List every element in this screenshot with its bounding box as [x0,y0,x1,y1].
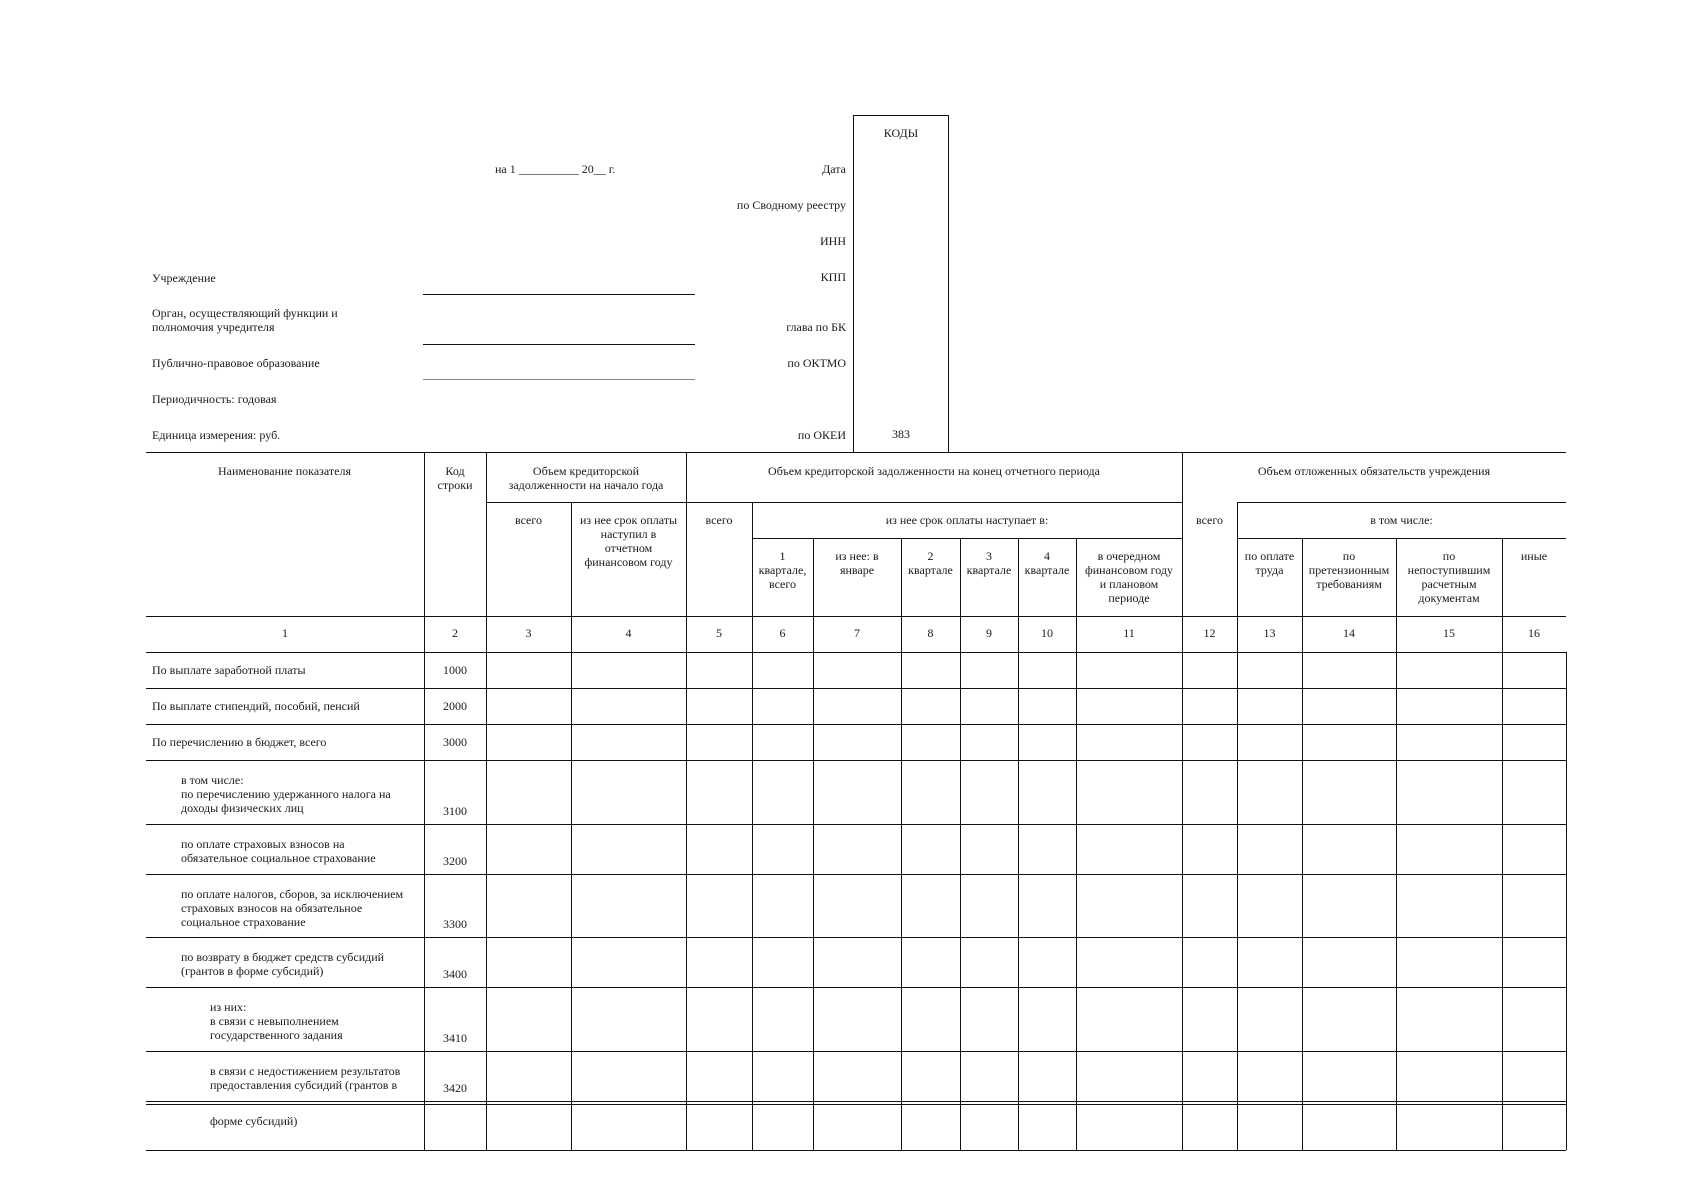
header-code: Код строки [437,464,473,492]
value-cell[interactable] [686,652,752,688]
header-col16-other: иные [1520,549,1548,563]
header-col6-q1: 1 квартале, всего [758,549,807,591]
value-cell[interactable] [486,760,571,824]
value-cell[interactable] [1182,874,1237,937]
value-cell[interactable] [901,824,960,874]
field-institution-label: Учреждение [152,271,216,285]
value-cell[interactable] [1302,874,1396,937]
value-cell[interactable] [1396,937,1502,987]
value-cell[interactable] [960,987,1018,1051]
column-number-15: 15 [1443,626,1455,640]
value-cell[interactable] [486,874,571,937]
row-name-3000 [152,735,326,749]
row-name-3420 [210,1064,400,1092]
value-cell[interactable] [901,688,960,724]
row-name-line: обязательное социальное страхование [181,851,376,865]
value-cell[interactable] [1502,688,1566,724]
column-number-6: 6 [779,626,786,640]
value-cell[interactable] [1502,760,1566,824]
value-cell[interactable] [813,937,901,987]
row-name-1000 [152,663,306,677]
code-cell-oktmo[interactable] [853,345,949,382]
header-col11-next-year: в очередном финансовом году и плановом периоде [1084,549,1174,605]
row-code-1000: 1000 [443,663,467,677]
row-name-line: По выплате заработной платы [152,663,306,677]
value-cell[interactable] [1076,987,1182,1051]
value-cell[interactable] [571,652,686,688]
column-number-11: 11 [1123,626,1135,640]
report-date-line: на 1 __________ 20__ г. [495,162,616,176]
value-cell[interactable] [1502,874,1566,937]
row-name-line: из них: [210,1000,247,1014]
column-number-1: 1 [282,626,288,640]
value-cell[interactable] [1502,1051,1566,1101]
row-name-line: страховых взносов на обязательное [181,901,363,915]
value-cell[interactable] [960,1051,1018,1101]
value-cell[interactable] [1302,688,1396,724]
value-cell[interactable] [1396,652,1502,688]
value-cell[interactable] [1302,987,1396,1051]
row-border-10 [146,1150,1566,1151]
header-col3-total: всего [514,513,543,527]
header-divider-deferred [1237,502,1566,503]
value-cell[interactable] [1502,987,1566,1051]
row-code-3300: 3300 [443,917,467,931]
value-cell[interactable] [752,987,813,1051]
field-founder-line[interactable] [423,344,695,345]
row-name-line: По перечислению в бюджет, всего [152,735,327,749]
value-cell[interactable] [1018,824,1076,874]
field-unit: Единица измерения: руб. [152,428,281,442]
value-cell[interactable] [686,937,752,987]
header-divider-including [1237,538,1566,539]
value-cell[interactable] [1396,824,1502,874]
value-cell[interactable] [1396,688,1502,724]
code-cell-inn[interactable] [853,223,949,260]
header-col15-documents: по непоступившим расчетным документам [1407,549,1491,605]
value-cell[interactable] [813,1051,901,1101]
value-cell[interactable] [752,760,813,824]
value-cell[interactable] [571,1051,686,1101]
row-code-3410: 3410 [443,1031,467,1045]
value-cell[interactable] [752,874,813,937]
value-cell[interactable] [1237,1101,1302,1150]
value-cell[interactable] [571,874,686,937]
header-col10-q4: 4 квартале [1024,549,1070,577]
value-cell[interactable] [486,937,571,987]
value-cell[interactable] [960,760,1018,824]
okei-value: 383 [892,427,910,441]
row-name-continuation [210,1114,297,1128]
value-cell[interactable] [571,937,686,987]
value-cell[interactable] [813,1101,901,1150]
row-code-3100: 3100 [443,804,467,818]
header-start-group: Объем кредиторской задолженности на начало года [508,464,664,492]
value-cell[interactable] [571,724,686,760]
row-name-3400 [181,950,384,978]
value-cell[interactable] [752,688,813,724]
value-cell[interactable] [1302,824,1396,874]
column-number-5: 5 [716,626,722,640]
value-cell[interactable] [486,1101,571,1150]
header-divider-due-in [752,538,1182,539]
value-cell[interactable] [1076,724,1182,760]
column-number-13: 13 [1263,626,1276,640]
row-name-line: предоставления субсидий (грантов в [210,1078,398,1092]
value-cell[interactable] [571,987,686,1051]
value-cell[interactable] [1018,724,1076,760]
value-cell[interactable] [813,824,901,874]
label-registry: по Сводному реестру [736,198,846,212]
column-number-3: 3 [525,626,532,640]
value-cell[interactable] [686,760,752,824]
row-name-line: доходы физических лиц [181,801,304,815]
row-name-line: (грантов в форме субсидий) [181,964,324,978]
value-cell[interactable] [1302,937,1396,987]
value-cell[interactable] [1182,688,1237,724]
label-okei: по ОКЕИ [797,428,846,442]
column-number-2: 2 [452,626,458,640]
value-cell[interactable] [1076,688,1182,724]
value-cell[interactable] [813,874,901,937]
value-cell[interactable] [960,937,1018,987]
value-cell[interactable] [1237,652,1302,688]
header-col7-january: из нее: в январе [835,549,879,577]
column-number-16: 16 [1528,626,1540,640]
row-name-line: форме субсидий) [210,1114,298,1128]
table-right-border [1566,652,1567,1150]
code-cell-kpp[interactable] [853,259,949,296]
header-bottom-border [146,616,1566,617]
value-cell[interactable] [1502,824,1566,874]
row-name-line: государственного задания [210,1028,343,1042]
header-col14-claims: по претензионным требованиям [1308,549,1390,591]
header-due-in-group: из нее срок оплаты наступает в: [885,513,1049,527]
value-cell[interactable] [901,1101,960,1150]
value-cell[interactable] [901,652,960,688]
value-cell[interactable] [1018,760,1076,824]
row-name-3100 [181,773,391,815]
value-cell[interactable] [1302,1051,1396,1101]
code-cell-extra[interactable] [853,381,949,418]
label-bk: глава по БК [786,320,846,334]
codes-title: КОДЫ [883,126,919,140]
header-col8-q2: 2 квартале [908,549,953,577]
value-cell[interactable] [1076,1101,1182,1150]
row-name-line: По выплате стипендий, пособий, пенсий [152,699,360,713]
value-cell[interactable] [960,824,1018,874]
row-name-line: по перечислению удержанного налога на [181,787,391,801]
value-cell[interactable] [1502,652,1566,688]
value-cell[interactable] [1076,824,1182,874]
value-cell[interactable] [901,760,960,824]
header-col12-total: всего [1195,513,1224,527]
value-cell[interactable] [901,987,960,1051]
column-number-10: 10 [1041,626,1053,640]
value-cell[interactable] [960,874,1018,937]
header-col13-labor: по оплате труда [1244,549,1295,577]
value-cell[interactable] [1076,874,1182,937]
row-name-line: по оплате налогов, сборов, за исключением [181,887,404,901]
value-cell[interactable] [686,1051,752,1101]
value-cell[interactable] [1396,760,1502,824]
codes-header-box [853,115,949,152]
value-cell[interactable] [1182,987,1237,1051]
value-cell[interactable] [752,724,813,760]
value-cell[interactable] [813,652,901,688]
code-cell-date[interactable] [853,151,949,188]
field-institution-line[interactable] [423,294,695,295]
value-cell[interactable] [1396,724,1502,760]
value-cell[interactable] [686,987,752,1051]
row-name-3410 [210,1000,343,1042]
code-cell-okei [853,417,949,453]
value-cell[interactable] [1182,937,1237,987]
value-cell[interactable] [1018,987,1076,1051]
value-cell[interactable] [1182,1051,1237,1101]
value-cell[interactable] [571,1101,686,1150]
value-cell[interactable] [901,1051,960,1101]
value-cell[interactable] [960,1101,1018,1150]
value-cell[interactable] [1018,937,1076,987]
value-cell[interactable] [1237,824,1302,874]
column-number-14: 14 [1343,626,1355,640]
value-cell[interactable] [813,688,901,724]
value-cell[interactable] [813,760,901,824]
value-cell[interactable] [686,724,752,760]
value-cell[interactable] [1182,760,1237,824]
value-cell[interactable] [901,874,960,937]
field-public-entity-label: Публично-правовое образование [152,356,320,370]
value-cell[interactable] [1302,724,1396,760]
value-cell[interactable] [486,1051,571,1101]
column-number-8: 8 [927,626,934,640]
field-founder-label-1: Орган, осуществляющий функции и [152,306,338,320]
row-code-3420: 3420 [443,1081,467,1095]
header-divider-end-group [686,502,1182,503]
value-cell[interactable] [486,688,571,724]
row-code-3400: 3400 [443,967,467,981]
value-cell[interactable] [1502,724,1566,760]
label-kpp: КПП [820,270,846,284]
value-cell[interactable] [1502,1101,1566,1150]
value-cell[interactable] [1237,1051,1302,1101]
value-cell[interactable] [1018,688,1076,724]
header-col9-q3: 3 квартале [966,549,1012,577]
row-name-line: по возврату в бюджет средств субсидий [181,950,385,964]
table-top-border [146,452,1566,453]
value-cell[interactable] [1396,1051,1502,1101]
value-cell[interactable] [686,824,752,874]
column-number-4: 4 [625,626,632,640]
value-cell[interactable] [686,1101,752,1150]
value-cell[interactable] [486,724,571,760]
value-cell[interactable] [1018,1101,1076,1150]
field-periodicity: Периодичность: годовая [152,392,277,406]
value-cell[interactable] [1076,760,1182,824]
value-cell[interactable] [1237,987,1302,1051]
value-cell[interactable] [1237,688,1302,724]
value-cell[interactable] [1182,824,1237,874]
value-cell[interactable] [752,1101,813,1150]
value-cell[interactable] [960,652,1018,688]
label-inn: ИНН [820,234,846,248]
value-cell[interactable] [1396,987,1502,1051]
value-cell[interactable] [960,688,1018,724]
field-public-entity-line[interactable] [423,379,695,380]
column-number-9: 9 [986,626,992,640]
value-cell[interactable] [686,688,752,724]
row-name-3300 [181,887,403,929]
value-cell[interactable] [1302,1101,1396,1150]
label-oktmo: по ОКТМО [787,356,846,370]
row-code-3000: 3000 [443,735,467,749]
value-cell[interactable] [571,688,686,724]
value-cell[interactable] [901,937,960,987]
value-cell[interactable] [1018,1051,1076,1101]
value-cell[interactable] [752,1051,813,1101]
row-name-line: социальное страхование [181,915,306,929]
value-cell[interactable] [1237,937,1302,987]
header-including-group: в том числе: [1370,513,1433,527]
value-cell[interactable] [1502,937,1566,987]
value-cell[interactable] [686,874,752,937]
value-cell[interactable] [571,824,686,874]
row-name-line: в связи с недостижением результатов [210,1064,401,1078]
header-col4-overdue: из нее срок оплаты наступил в отчетном финансовом году [579,513,678,569]
value-cell[interactable] [1302,760,1396,824]
value-cell[interactable] [1302,652,1396,688]
value-cell[interactable] [813,724,901,760]
value-cell[interactable] [1396,874,1502,937]
column-number-12: 12 [1203,626,1216,640]
header-deferred-group: Объем отложенных обязательств учреждения [1257,464,1491,478]
row-name-2000 [152,699,360,713]
row-name-line: в том числе: [181,773,244,787]
header-name: Наименование показателя [218,464,351,478]
label-date: Дата [822,162,846,176]
value-cell[interactable] [960,724,1018,760]
row-code-2000: 2000 [443,699,467,713]
value-cell[interactable] [1076,1051,1182,1101]
field-founder-label-2: полномочия учредителя [152,320,275,334]
row-name-3200 [181,837,376,865]
value-cell[interactable] [813,987,901,1051]
value-cell[interactable] [901,724,960,760]
row-code-3200: 3200 [443,854,467,868]
code-cell-registry[interactable] [853,187,949,224]
value-cell[interactable] [1018,652,1076,688]
value-cell[interactable] [1237,760,1302,824]
value-cell[interactable] [752,937,813,987]
value-cell[interactable] [752,824,813,874]
header-divider-start-group [486,502,686,503]
column-number-7: 7 [854,626,860,640]
value-cell[interactable] [1237,724,1302,760]
value-cell[interactable] [1182,652,1237,688]
value-cell[interactable] [571,760,686,824]
value-cell[interactable] [486,824,571,874]
value-cell[interactable] [486,652,571,688]
code-cell-bk[interactable] [853,295,949,346]
row-name-line: в связи с невыполнением [210,1014,339,1028]
header-col5-total: всего [705,513,733,527]
value-cell[interactable] [1076,652,1182,688]
value-cell[interactable] [1076,937,1182,987]
value-cell[interactable] [1396,1101,1502,1150]
row-name-line: по оплате страховых взносов на [181,837,345,851]
value-cell[interactable] [1237,874,1302,937]
value-cell[interactable] [1018,874,1076,937]
value-cell[interactable] [1182,1101,1237,1150]
value-cell[interactable] [486,987,571,1051]
value-cell[interactable] [1182,724,1237,760]
value-cell[interactable] [752,652,813,688]
header-end-group: Объем кредиторской задолженности на конец отчетного периода [768,464,1100,478]
